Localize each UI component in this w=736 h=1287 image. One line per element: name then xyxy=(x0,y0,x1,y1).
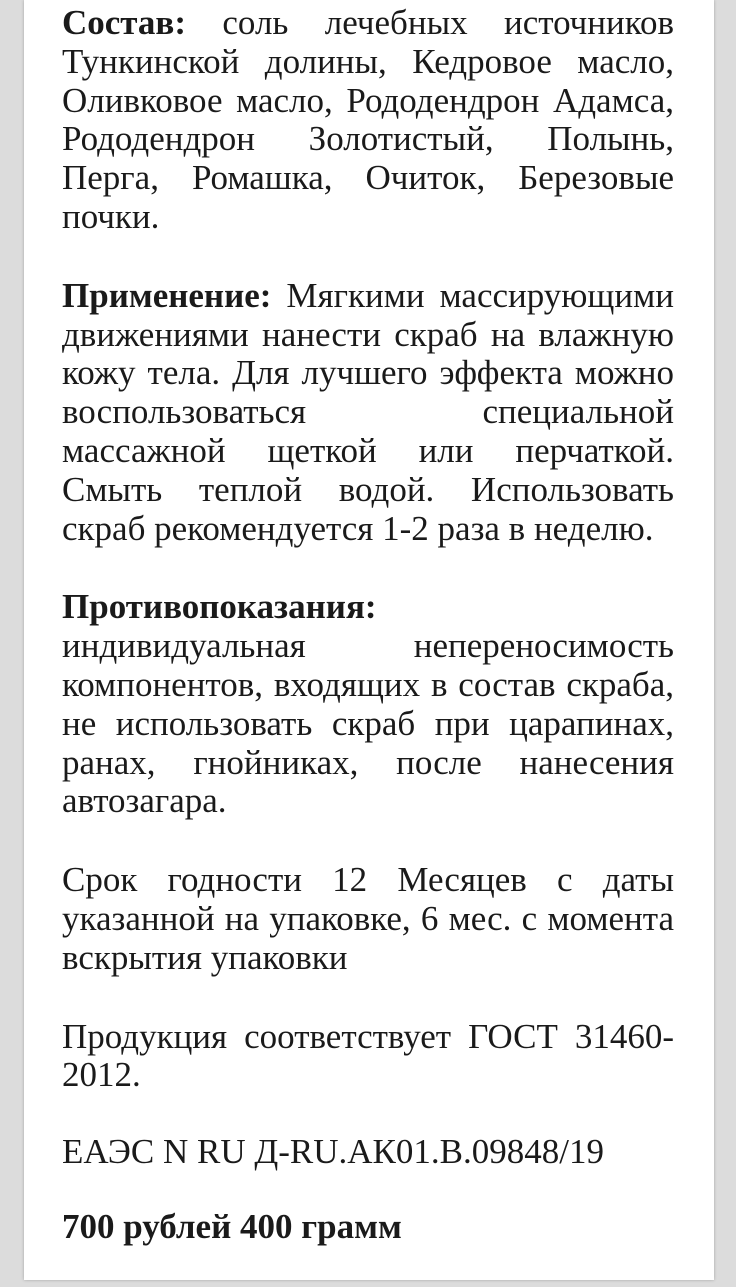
composition-label: Состав: xyxy=(62,3,186,42)
application-label: Применение: xyxy=(62,275,272,315)
contraindications-label: Противопоказания: xyxy=(62,587,377,627)
document-page xyxy=(24,0,714,1280)
product-description xyxy=(62,4,674,1287)
certificate-paragraph: ЕАЭС N RU Д-RU.АК01.В.09848/19 xyxy=(62,1132,604,1172)
contraindications-paragraph xyxy=(62,588,674,821)
price-paragraph: 700 рублей 400 грамм xyxy=(62,1206,402,1246)
application-paragraph xyxy=(62,277,674,549)
composition-paragraph xyxy=(62,4,674,237)
shelf-life-paragraph: Срок годности 12 Месяцев с даты указанной на упаковке, 6 мес. с момента вскрытия упаковки xyxy=(62,860,674,977)
contraindications-text: индивидуальная непереносимость компонентов, входящих в состав скраба, не использовать скраб при царапинах, ранах, гнойниках, после нанесения автозагара. xyxy=(62,626,674,821)
gost-paragraph: Продукция соответствует ГОСТ 31460-2012. xyxy=(62,1016,674,1095)
composition-text: соль лечебных источников Тункинской долины, Кедровое масло, Оливковое масло, Рододендрон Адамса, Рододендрон Золотистый, Полынь, Перга, Ромашка, Очиток, Березовые почки. xyxy=(62,3,674,236)
application-text: Мягкими массирующими движениями нанести скраб на влажную кожу тела. Для лучшего эффекта можно воспользоваться специальной массажной щеткой или перчаткой. Смыть теплой водой. Использовать скраб рекомендуется 1-2 раза в неделю. xyxy=(62,275,674,548)
